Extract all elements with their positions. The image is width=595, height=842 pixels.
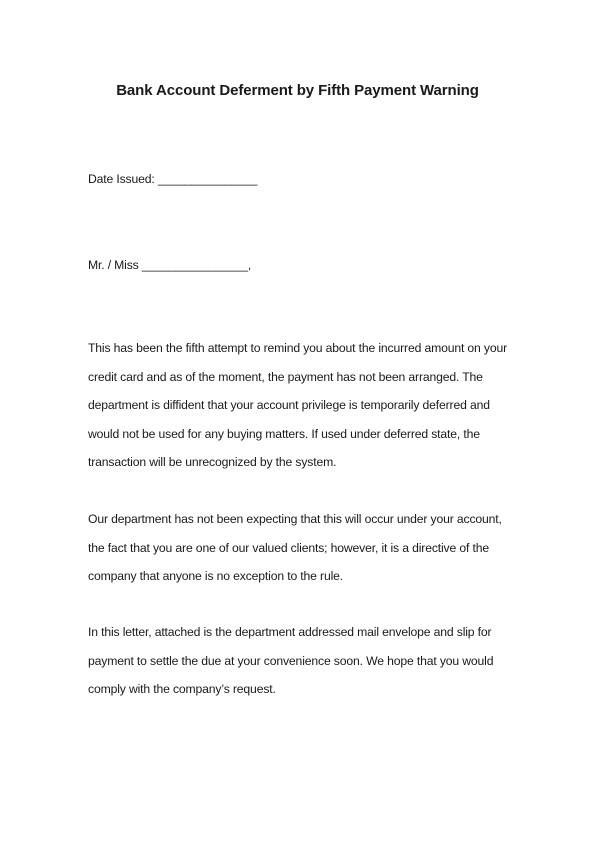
paragraph-line: comply with the company’s request.: [88, 682, 276, 696]
document-title: Bank Account Deferment by Fifth Payment Warning: [116, 82, 479, 99]
paragraph-line: Our department has not been expecting that this will occur under your account,: [88, 512, 502, 526]
paragraph-line: credit card and as of the moment, the payment has not been arranged. The: [88, 369, 483, 384]
paragraph-3: [88, 625, 528, 711]
paragraph-line: department is diffident that your account privilege is temporarily deferred and: [88, 398, 490, 412]
paragraph-line: In this letter, attached is the department addressed mail envelope and slip for: [88, 625, 492, 639]
paragraph-line: company that anyone is no exception to the rule.: [88, 569, 343, 583]
paragraph-line: payment to settle the due at your convenience soon. We hope that you would: [88, 653, 494, 668]
paragraph-line: would not be used for any buying matters. If used under deferred state, the: [88, 426, 480, 441]
paragraph-line: transaction will be unrecognized by the system.: [88, 455, 337, 469]
paragraph-line: This has been the fifth attempt to remind you about the incurred amount on your: [88, 341, 508, 355]
paragraph-1: [88, 341, 528, 484]
paragraph-2: [88, 512, 528, 598]
paragraph-line: the fact that you are one of our valued clients; however, it is a directive of the: [88, 540, 489, 555]
date-issued-line: Date Issued: _______________: [88, 172, 258, 186]
salutation-line: Mr. / Miss ________________,: [88, 258, 252, 272]
